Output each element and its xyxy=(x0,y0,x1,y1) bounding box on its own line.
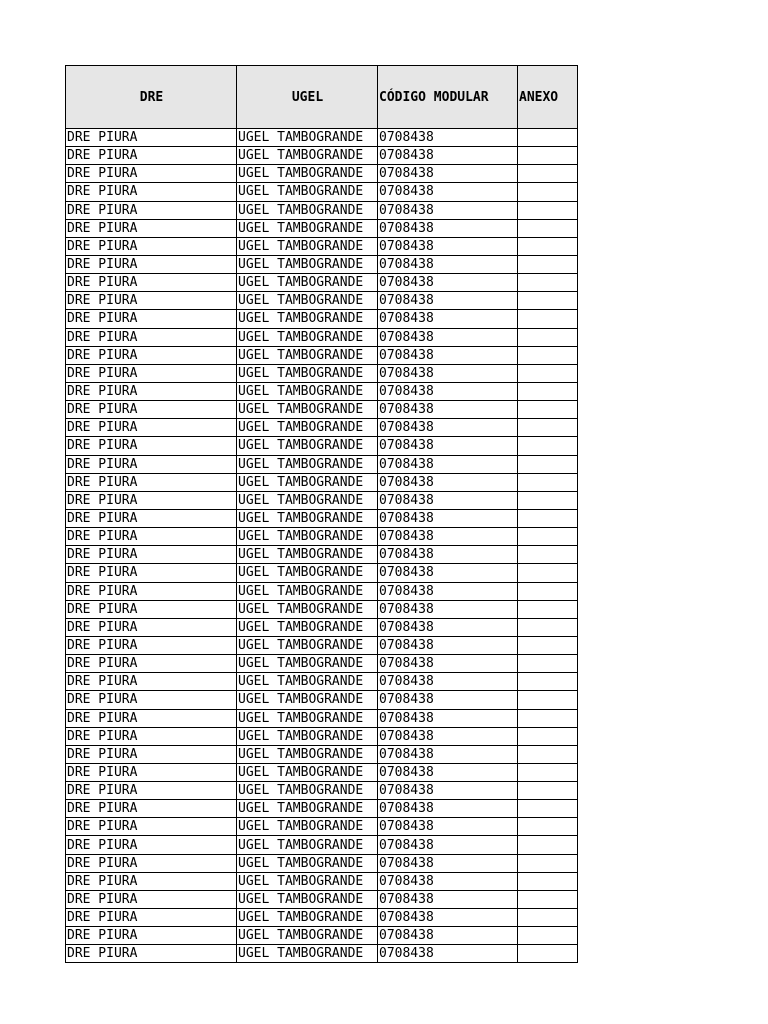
table-row xyxy=(66,346,578,364)
cell-ugel: UGEL TAMBOGRANDE xyxy=(237,528,378,546)
cell-anexo xyxy=(518,945,578,963)
cell-codigo-modular: 0708438 xyxy=(378,509,518,527)
cell-anexo xyxy=(518,745,578,763)
spreadsheet-page xyxy=(65,65,578,963)
table-row xyxy=(66,455,578,473)
cell-anexo xyxy=(518,600,578,618)
cell-anexo xyxy=(518,310,578,328)
cell-ugel: UGEL TAMBOGRANDE xyxy=(237,854,378,872)
table-row xyxy=(66,564,578,582)
cell-dre: DRE PIURA xyxy=(66,437,237,455)
table-row xyxy=(66,655,578,673)
table-row xyxy=(66,763,578,781)
cell-codigo-modular: 0708438 xyxy=(378,745,518,763)
cell-anexo xyxy=(518,255,578,273)
table-row xyxy=(66,909,578,927)
cell-anexo xyxy=(518,836,578,854)
table-row xyxy=(66,618,578,636)
cell-codigo-modular: 0708438 xyxy=(378,691,518,709)
cell-anexo xyxy=(518,491,578,509)
cell-anexo xyxy=(518,673,578,691)
cell-anexo xyxy=(518,509,578,527)
cell-ugel: UGEL TAMBOGRANDE xyxy=(237,437,378,455)
cell-dre: DRE PIURA xyxy=(66,382,237,400)
cell-dre: DRE PIURA xyxy=(66,491,237,509)
cell-ugel: UGEL TAMBOGRANDE xyxy=(237,782,378,800)
table-row xyxy=(66,582,578,600)
cell-codigo-modular: 0708438 xyxy=(378,364,518,382)
cell-codigo-modular: 0708438 xyxy=(378,890,518,908)
cell-codigo-modular: 0708438 xyxy=(378,564,518,582)
table-row xyxy=(66,600,578,618)
table-row xyxy=(66,800,578,818)
cell-ugel: UGEL TAMBOGRANDE xyxy=(237,346,378,364)
cell-anexo xyxy=(518,183,578,201)
cell-ugel: UGEL TAMBOGRANDE xyxy=(237,165,378,183)
cell-codigo-modular: 0708438 xyxy=(378,782,518,800)
table-row xyxy=(66,147,578,165)
cell-codigo-modular: 0708438 xyxy=(378,165,518,183)
cell-anexo xyxy=(518,890,578,908)
header-row xyxy=(66,66,578,129)
cell-codigo-modular: 0708438 xyxy=(378,709,518,727)
cell-ugel: UGEL TAMBOGRANDE xyxy=(237,600,378,618)
cell-ugel: UGEL TAMBOGRANDE xyxy=(237,582,378,600)
table-row xyxy=(66,945,578,963)
cell-anexo xyxy=(518,655,578,673)
cell-dre: DRE PIURA xyxy=(66,201,237,219)
cell-ugel: UGEL TAMBOGRANDE xyxy=(237,546,378,564)
cell-codigo-modular: 0708438 xyxy=(378,636,518,654)
table-row xyxy=(66,292,578,310)
cell-anexo xyxy=(518,292,578,310)
cell-codigo-modular: 0708438 xyxy=(378,600,518,618)
cell-anexo xyxy=(518,219,578,237)
column-header-dre: DRE xyxy=(66,66,237,129)
cell-anexo xyxy=(518,854,578,872)
cell-dre: DRE PIURA xyxy=(66,310,237,328)
cell-ugel: UGEL TAMBOGRANDE xyxy=(237,364,378,382)
table-row xyxy=(66,364,578,382)
cell-anexo xyxy=(518,782,578,800)
cell-ugel: UGEL TAMBOGRANDE xyxy=(237,636,378,654)
cell-codigo-modular: 0708438 xyxy=(378,546,518,564)
cell-dre: DRE PIURA xyxy=(66,745,237,763)
cell-anexo xyxy=(518,274,578,292)
cell-anexo xyxy=(518,528,578,546)
cell-anexo xyxy=(518,618,578,636)
cell-anexo xyxy=(518,237,578,255)
cell-dre: DRE PIURA xyxy=(66,473,237,491)
cell-ugel: UGEL TAMBOGRANDE xyxy=(237,836,378,854)
cell-ugel: UGEL TAMBOGRANDE xyxy=(237,763,378,781)
table-row xyxy=(66,691,578,709)
cell-anexo xyxy=(518,582,578,600)
cell-dre: DRE PIURA xyxy=(66,691,237,709)
table-row xyxy=(66,310,578,328)
cell-dre: DRE PIURA xyxy=(66,255,237,273)
table-row xyxy=(66,818,578,836)
cell-ugel: UGEL TAMBOGRANDE xyxy=(237,655,378,673)
cell-codigo-modular: 0708438 xyxy=(378,927,518,945)
cell-dre: DRE PIURA xyxy=(66,673,237,691)
cell-ugel: UGEL TAMBOGRANDE xyxy=(237,292,378,310)
cell-dre: DRE PIURA xyxy=(66,927,237,945)
table-row xyxy=(66,528,578,546)
cell-codigo-modular: 0708438 xyxy=(378,582,518,600)
cell-ugel: UGEL TAMBOGRANDE xyxy=(237,564,378,582)
cell-ugel: UGEL TAMBOGRANDE xyxy=(237,455,378,473)
cell-anexo xyxy=(518,382,578,400)
cell-codigo-modular: 0708438 xyxy=(378,147,518,165)
cell-codigo-modular: 0708438 xyxy=(378,129,518,147)
cell-dre: DRE PIURA xyxy=(66,582,237,600)
data-table xyxy=(65,65,578,963)
cell-dre: DRE PIURA xyxy=(66,147,237,165)
cell-ugel: UGEL TAMBOGRANDE xyxy=(237,709,378,727)
cell-dre: DRE PIURA xyxy=(66,528,237,546)
cell-dre: DRE PIURA xyxy=(66,709,237,727)
cell-codigo-modular: 0708438 xyxy=(378,673,518,691)
cell-ugel: UGEL TAMBOGRANDE xyxy=(237,745,378,763)
cell-ugel: UGEL TAMBOGRANDE xyxy=(237,673,378,691)
cell-codigo-modular: 0708438 xyxy=(378,945,518,963)
cell-codigo-modular: 0708438 xyxy=(378,473,518,491)
cell-codigo-modular: 0708438 xyxy=(378,800,518,818)
cell-anexo xyxy=(518,636,578,654)
cell-dre: DRE PIURA xyxy=(66,872,237,890)
cell-dre: DRE PIURA xyxy=(66,292,237,310)
cell-codigo-modular: 0708438 xyxy=(378,437,518,455)
cell-codigo-modular: 0708438 xyxy=(378,836,518,854)
cell-anexo xyxy=(518,328,578,346)
cell-codigo-modular: 0708438 xyxy=(378,401,518,419)
table-row xyxy=(66,237,578,255)
cell-ugel: UGEL TAMBOGRANDE xyxy=(237,890,378,908)
cell-dre: DRE PIURA xyxy=(66,618,237,636)
column-header-anexo: ANEXO xyxy=(518,66,578,129)
cell-anexo xyxy=(518,201,578,219)
cell-dre: DRE PIURA xyxy=(66,836,237,854)
cell-codigo-modular: 0708438 xyxy=(378,183,518,201)
cell-dre: DRE PIURA xyxy=(66,509,237,527)
cell-ugel: UGEL TAMBOGRANDE xyxy=(237,691,378,709)
cell-dre: DRE PIURA xyxy=(66,782,237,800)
cell-anexo xyxy=(518,364,578,382)
cell-ugel: UGEL TAMBOGRANDE xyxy=(237,328,378,346)
table-row xyxy=(66,274,578,292)
table-row xyxy=(66,401,578,419)
cell-codigo-modular: 0708438 xyxy=(378,328,518,346)
cell-codigo-modular: 0708438 xyxy=(378,292,518,310)
cell-codigo-modular: 0708438 xyxy=(378,818,518,836)
cell-anexo xyxy=(518,727,578,745)
cell-codigo-modular: 0708438 xyxy=(378,909,518,927)
cell-anexo xyxy=(518,401,578,419)
cell-codigo-modular: 0708438 xyxy=(378,310,518,328)
cell-codigo-modular: 0708438 xyxy=(378,274,518,292)
cell-codigo-modular: 0708438 xyxy=(378,528,518,546)
table-row xyxy=(66,872,578,890)
cell-anexo xyxy=(518,346,578,364)
cell-codigo-modular: 0708438 xyxy=(378,255,518,273)
cell-dre: DRE PIURA xyxy=(66,890,237,908)
table-row xyxy=(66,890,578,908)
cell-codigo-modular: 0708438 xyxy=(378,655,518,673)
cell-anexo xyxy=(518,800,578,818)
table-row xyxy=(66,782,578,800)
cell-ugel: UGEL TAMBOGRANDE xyxy=(237,473,378,491)
cell-anexo xyxy=(518,909,578,927)
table-row xyxy=(66,219,578,237)
cell-dre: DRE PIURA xyxy=(66,129,237,147)
table-row xyxy=(66,836,578,854)
cell-dre: DRE PIURA xyxy=(66,401,237,419)
column-header-ugel: UGEL xyxy=(237,66,378,129)
cell-anexo xyxy=(518,709,578,727)
cell-anexo xyxy=(518,455,578,473)
cell-dre: DRE PIURA xyxy=(66,945,237,963)
table-row xyxy=(66,927,578,945)
cell-anexo xyxy=(518,437,578,455)
cell-anexo xyxy=(518,872,578,890)
cell-dre: DRE PIURA xyxy=(66,328,237,346)
cell-dre: DRE PIURA xyxy=(66,364,237,382)
cell-ugel: UGEL TAMBOGRANDE xyxy=(237,509,378,527)
table-row xyxy=(66,437,578,455)
cell-anexo xyxy=(518,129,578,147)
cell-dre: DRE PIURA xyxy=(66,455,237,473)
column-header-codigo-modular: CÓDIGO MODULAR xyxy=(378,66,518,129)
cell-ugel: UGEL TAMBOGRANDE xyxy=(237,183,378,201)
cell-anexo xyxy=(518,546,578,564)
table-row xyxy=(66,129,578,147)
cell-ugel: UGEL TAMBOGRANDE xyxy=(237,255,378,273)
cell-codigo-modular: 0708438 xyxy=(378,854,518,872)
cell-ugel: UGEL TAMBOGRANDE xyxy=(237,727,378,745)
cell-ugel: UGEL TAMBOGRANDE xyxy=(237,382,378,400)
cell-anexo xyxy=(518,763,578,781)
cell-dre: DRE PIURA xyxy=(66,818,237,836)
cell-codigo-modular: 0708438 xyxy=(378,237,518,255)
table-row xyxy=(66,745,578,763)
cell-anexo xyxy=(518,691,578,709)
cell-dre: DRE PIURA xyxy=(66,636,237,654)
table-row xyxy=(66,328,578,346)
cell-ugel: UGEL TAMBOGRANDE xyxy=(237,237,378,255)
cell-dre: DRE PIURA xyxy=(66,546,237,564)
cell-anexo xyxy=(518,165,578,183)
table-row xyxy=(66,636,578,654)
cell-anexo xyxy=(518,818,578,836)
cell-dre: DRE PIURA xyxy=(66,763,237,781)
cell-ugel: UGEL TAMBOGRANDE xyxy=(237,274,378,292)
table-row xyxy=(66,709,578,727)
cell-ugel: UGEL TAMBOGRANDE xyxy=(237,872,378,890)
table-row xyxy=(66,854,578,872)
cell-ugel: UGEL TAMBOGRANDE xyxy=(237,909,378,927)
cell-dre: DRE PIURA xyxy=(66,183,237,201)
cell-dre: DRE PIURA xyxy=(66,165,237,183)
cell-codigo-modular: 0708438 xyxy=(378,727,518,745)
cell-codigo-modular: 0708438 xyxy=(378,382,518,400)
cell-ugel: UGEL TAMBOGRANDE xyxy=(237,927,378,945)
table-row xyxy=(66,509,578,527)
cell-dre: DRE PIURA xyxy=(66,655,237,673)
cell-codigo-modular: 0708438 xyxy=(378,455,518,473)
cell-ugel: UGEL TAMBOGRANDE xyxy=(237,147,378,165)
cell-anexo xyxy=(518,473,578,491)
table-row xyxy=(66,473,578,491)
cell-ugel: UGEL TAMBOGRANDE xyxy=(237,818,378,836)
cell-dre: DRE PIURA xyxy=(66,419,237,437)
table-row xyxy=(66,673,578,691)
cell-codigo-modular: 0708438 xyxy=(378,618,518,636)
cell-dre: DRE PIURA xyxy=(66,219,237,237)
cell-anexo xyxy=(518,419,578,437)
cell-codigo-modular: 0708438 xyxy=(378,419,518,437)
cell-codigo-modular: 0708438 xyxy=(378,219,518,237)
table-row xyxy=(66,727,578,745)
cell-ugel: UGEL TAMBOGRANDE xyxy=(237,401,378,419)
cell-ugel: UGEL TAMBOGRANDE xyxy=(237,945,378,963)
cell-dre: DRE PIURA xyxy=(66,346,237,364)
cell-dre: DRE PIURA xyxy=(66,909,237,927)
cell-codigo-modular: 0708438 xyxy=(378,346,518,364)
table-row xyxy=(66,255,578,273)
table-row xyxy=(66,419,578,437)
cell-anexo xyxy=(518,147,578,165)
cell-dre: DRE PIURA xyxy=(66,600,237,618)
cell-ugel: UGEL TAMBOGRANDE xyxy=(237,800,378,818)
table-row xyxy=(66,201,578,219)
cell-codigo-modular: 0708438 xyxy=(378,491,518,509)
cell-ugel: UGEL TAMBOGRANDE xyxy=(237,129,378,147)
cell-dre: DRE PIURA xyxy=(66,274,237,292)
cell-ugel: UGEL TAMBOGRANDE xyxy=(237,310,378,328)
cell-dre: DRE PIURA xyxy=(66,727,237,745)
cell-ugel: UGEL TAMBOGRANDE xyxy=(237,219,378,237)
cell-dre: DRE PIURA xyxy=(66,237,237,255)
cell-ugel: UGEL TAMBOGRANDE xyxy=(237,201,378,219)
table-row xyxy=(66,165,578,183)
cell-codigo-modular: 0708438 xyxy=(378,201,518,219)
cell-codigo-modular: 0708438 xyxy=(378,872,518,890)
cell-ugel: UGEL TAMBOGRANDE xyxy=(237,491,378,509)
table-row xyxy=(66,546,578,564)
cell-dre: DRE PIURA xyxy=(66,854,237,872)
cell-anexo xyxy=(518,927,578,945)
table-row xyxy=(66,491,578,509)
cell-ugel: UGEL TAMBOGRANDE xyxy=(237,419,378,437)
cell-codigo-modular: 0708438 xyxy=(378,763,518,781)
cell-dre: DRE PIURA xyxy=(66,800,237,818)
table-row xyxy=(66,183,578,201)
cell-dre: DRE PIURA xyxy=(66,564,237,582)
cell-ugel: UGEL TAMBOGRANDE xyxy=(237,618,378,636)
table-row xyxy=(66,382,578,400)
table-body xyxy=(66,129,578,963)
cell-anexo xyxy=(518,564,578,582)
